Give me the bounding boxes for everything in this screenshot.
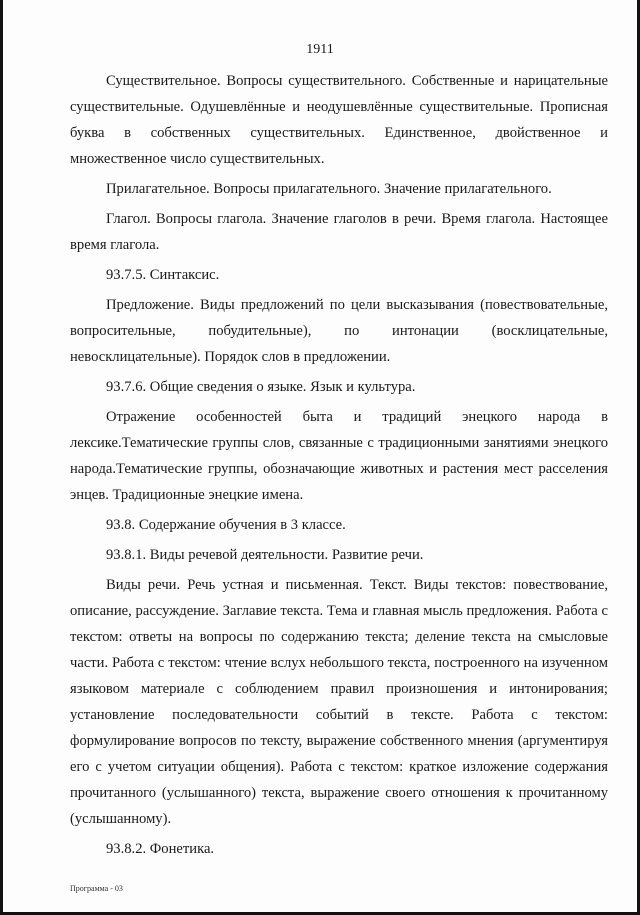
section-heading-language-culture: 93.7.6. Общие сведения о языке. Язык и культура. (106, 379, 416, 395)
paragraph-sentence-types: Предложение. Виды предложений по цели высказывания (повествовательные, вопросительные, побудительные), по интонации (восклицательные, невосклицательные). Порядок слов в предложении. (70, 297, 608, 365)
paragraph-verbs: Глагол. Вопросы глагола. Значение глаголов в речи. Время глагола. Настоящее время глагола. (70, 211, 608, 253)
paragraph-speech-types: Виды речи. Речь устная и письменная. Текст. Виды текстов: повествование, описание, рассуждение. Заглавие текста. Тема и главная мысль предложения. Работа с текстом: ответы на вопросы по содержанию текста; деление текста на смысловые части. Работа с текстом: чтение вслух небольшого текста, построенного на изученном языковом материале с соблюдением правил произношения и интонирования; установление последовательности событий в тексте. Работа с текстом: формулирование вопросов по тексту, выражение собственного мнения (аргументируя его с учетом ситуации общения). Работа с текстом: краткое изложение содержания прочитанного (услышанного) текста, выражение своего отношения к прочитанному (услышанному). (70, 577, 608, 827)
paragraph-adjectives: Прилагательное. Вопросы прилагательного. Значение прилагательного. (106, 181, 552, 197)
section-heading-syntax: 93.7.5. Синтаксис. (106, 267, 220, 283)
section-heading-grade3: 93.8. Содержание обучения в 3 классе. (106, 517, 346, 533)
section-heading-phonetics: 93.8.2. Фонетика. (106, 841, 215, 857)
scan-border-left (0, 0, 3, 915)
page-number: 1911 (306, 42, 334, 57)
paragraph-lexicon: Отражение особенностей быта и традиций энецкого народа в лексике.Тематические группы слов, связанные с традиционными занятиями энецкого народа.Тематические группы, обозначающие животных и растения мест расселения энцев. Традиционные энецкие имена. (70, 409, 608, 503)
page-footer: Программа - 03 (70, 884, 123, 893)
document-body (70, 68, 608, 862)
paragraph-nouns: Существительное. Вопросы существительного. Собственные и нарицательные существительные. Одушевлённые и неодушевлённые существительные. Прописная буква в собственных существительных. Единственное, двойственное и множественное число существительных. (70, 73, 608, 167)
section-heading-speech-activity: 93.8.1. Виды речевой деятельности. Развитие речи. (106, 547, 424, 563)
